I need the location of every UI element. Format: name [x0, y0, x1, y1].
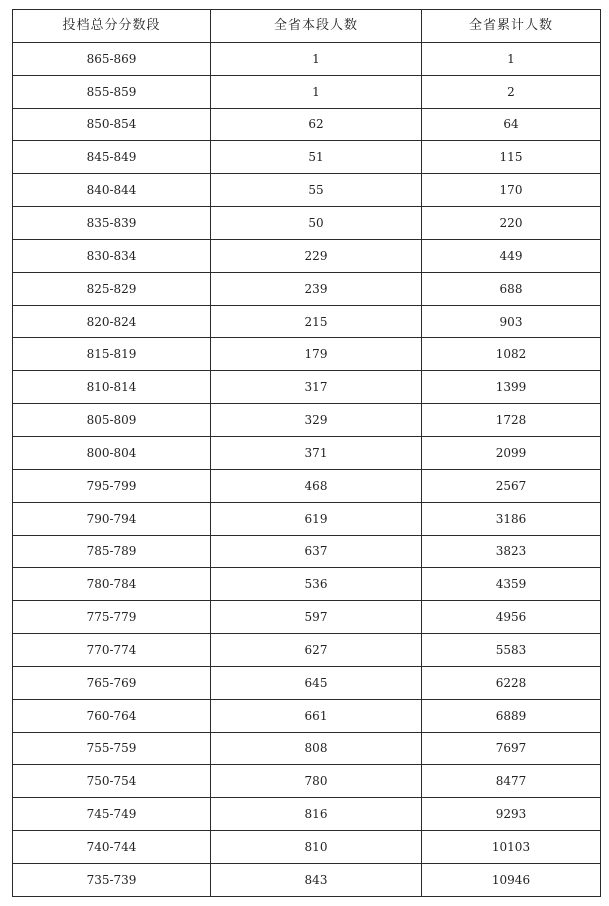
cell-cumulative-count: 688 — [422, 272, 601, 305]
cell-segment-count: 329 — [211, 404, 422, 437]
cell-score-range: 740-744 — [13, 831, 211, 864]
cell-segment-count: 51 — [211, 141, 422, 174]
cell-cumulative-count: 6889 — [422, 699, 601, 732]
cell-score-range: 835-839 — [13, 207, 211, 240]
score-distribution-table — [12, 9, 601, 897]
cell-cumulative-count: 3186 — [422, 502, 601, 535]
table-body — [13, 42, 601, 896]
cell-cumulative-count: 9293 — [422, 798, 601, 831]
cell-score-range: 770-774 — [13, 634, 211, 667]
cell-cumulative-count: 1 — [422, 42, 601, 75]
cell-segment-count: 1 — [211, 42, 422, 75]
cell-score-range: 785-789 — [13, 535, 211, 568]
cell-segment-count: 597 — [211, 601, 422, 634]
table-row — [13, 568, 601, 601]
header-score-range: 投档总分分数段 — [13, 10, 211, 43]
cell-score-range: 765-769 — [13, 666, 211, 699]
cell-score-range: 810-814 — [13, 371, 211, 404]
cell-cumulative-count: 3823 — [422, 535, 601, 568]
cell-score-range: 795-799 — [13, 469, 211, 502]
cell-score-range: 820-824 — [13, 305, 211, 338]
cell-segment-count: 816 — [211, 798, 422, 831]
cell-cumulative-count: 2567 — [422, 469, 601, 502]
cell-cumulative-count: 170 — [422, 174, 601, 207]
cell-cumulative-count: 2099 — [422, 436, 601, 469]
table-row — [13, 338, 601, 371]
cell-score-range: 840-844 — [13, 174, 211, 207]
table-row — [13, 75, 601, 108]
cell-score-range: 865-869 — [13, 42, 211, 75]
table-row — [13, 404, 601, 437]
cell-segment-count: 55 — [211, 174, 422, 207]
cell-score-range: 775-779 — [13, 601, 211, 634]
table-row — [13, 765, 601, 798]
cell-segment-count: 1 — [211, 75, 422, 108]
cell-cumulative-count: 449 — [422, 239, 601, 272]
cell-cumulative-count: 10946 — [422, 863, 601, 896]
table-row — [13, 272, 601, 305]
cell-cumulative-count: 1728 — [422, 404, 601, 437]
cell-score-range: 760-764 — [13, 699, 211, 732]
table-row — [13, 207, 601, 240]
table-row — [13, 141, 601, 174]
cell-cumulative-count: 4956 — [422, 601, 601, 634]
cell-cumulative-count: 115 — [422, 141, 601, 174]
cell-score-range: 845-849 — [13, 141, 211, 174]
table-row — [13, 798, 601, 831]
cell-segment-count: 536 — [211, 568, 422, 601]
cell-segment-count: 50 — [211, 207, 422, 240]
table-row — [13, 502, 601, 535]
cell-segment-count: 645 — [211, 666, 422, 699]
cell-score-range: 790-794 — [13, 502, 211, 535]
table-row — [13, 305, 601, 338]
table-row — [13, 699, 601, 732]
cell-score-range: 750-754 — [13, 765, 211, 798]
table-row — [13, 831, 601, 864]
table-row — [13, 601, 601, 634]
header-cumulative-count: 全省累计人数 — [422, 10, 601, 43]
cell-cumulative-count: 1399 — [422, 371, 601, 404]
table-row — [13, 863, 601, 896]
cell-score-range: 755-759 — [13, 732, 211, 765]
header-row — [13, 10, 601, 43]
table-row — [13, 634, 601, 667]
cell-cumulative-count: 220 — [422, 207, 601, 240]
table-row — [13, 732, 601, 765]
table-row — [13, 436, 601, 469]
cell-segment-count: 229 — [211, 239, 422, 272]
table-header — [13, 10, 601, 43]
cell-segment-count: 468 — [211, 469, 422, 502]
cell-segment-count: 62 — [211, 108, 422, 141]
cell-score-range: 805-809 — [13, 404, 211, 437]
cell-score-range: 825-829 — [13, 272, 211, 305]
cell-score-range: 745-749 — [13, 798, 211, 831]
cell-cumulative-count: 903 — [422, 305, 601, 338]
cell-segment-count: 215 — [211, 305, 422, 338]
cell-score-range: 735-739 — [13, 863, 211, 896]
cell-cumulative-count: 5583 — [422, 634, 601, 667]
cell-segment-count: 661 — [211, 699, 422, 732]
table-row — [13, 42, 601, 75]
cell-segment-count: 317 — [211, 371, 422, 404]
cell-segment-count: 843 — [211, 863, 422, 896]
cell-score-range: 780-784 — [13, 568, 211, 601]
table-row — [13, 535, 601, 568]
cell-segment-count: 179 — [211, 338, 422, 371]
cell-segment-count: 627 — [211, 634, 422, 667]
cell-segment-count: 239 — [211, 272, 422, 305]
cell-segment-count: 371 — [211, 436, 422, 469]
cell-segment-count: 810 — [211, 831, 422, 864]
cell-segment-count: 808 — [211, 732, 422, 765]
header-segment-count: 全省本段人数 — [211, 10, 422, 43]
cell-segment-count: 619 — [211, 502, 422, 535]
table-row — [13, 666, 601, 699]
table-row — [13, 239, 601, 272]
cell-cumulative-count: 8477 — [422, 765, 601, 798]
cell-cumulative-count: 7697 — [422, 732, 601, 765]
cell-score-range: 830-834 — [13, 239, 211, 272]
cell-score-range: 855-859 — [13, 75, 211, 108]
cell-cumulative-count: 2 — [422, 75, 601, 108]
cell-cumulative-count: 4359 — [422, 568, 601, 601]
cell-score-range: 800-804 — [13, 436, 211, 469]
cell-cumulative-count: 6228 — [422, 666, 601, 699]
cell-cumulative-count: 10103 — [422, 831, 601, 864]
table-row — [13, 174, 601, 207]
cell-cumulative-count: 64 — [422, 108, 601, 141]
cell-segment-count: 780 — [211, 765, 422, 798]
cell-score-range: 850-854 — [13, 108, 211, 141]
table-row — [13, 469, 601, 502]
cell-score-range: 815-819 — [13, 338, 211, 371]
table-row — [13, 108, 601, 141]
cell-cumulative-count: 1082 — [422, 338, 601, 371]
cell-segment-count: 637 — [211, 535, 422, 568]
table-row — [13, 371, 601, 404]
